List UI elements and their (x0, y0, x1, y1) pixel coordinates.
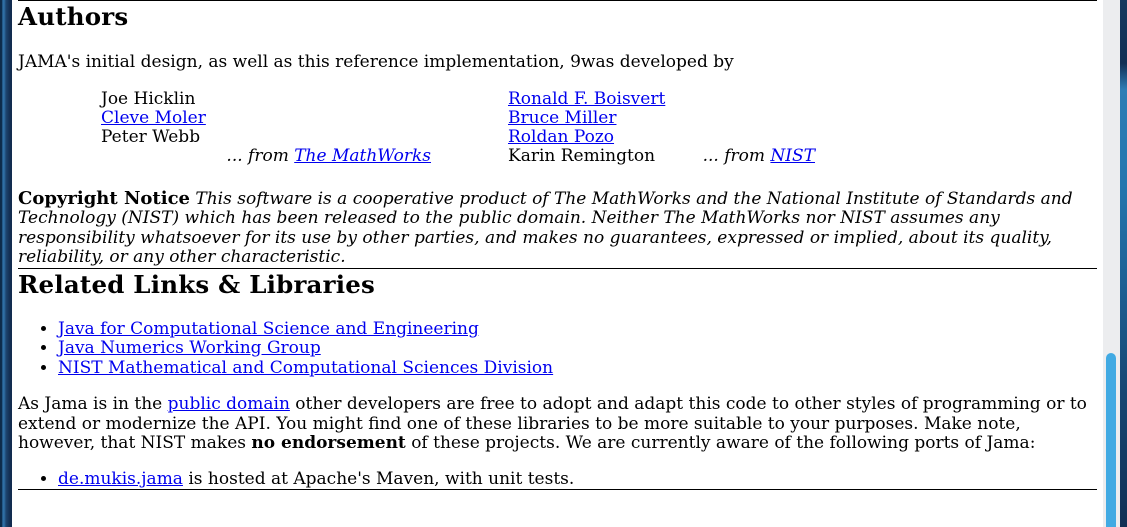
adopt-text: of these projects. We are currently aware of the following ports of Jama: (405, 433, 1036, 454)
adopt-text: As Jama is in the (18, 394, 168, 415)
list-item (58, 359, 1097, 379)
mathworks-attribution (101, 147, 431, 166)
from-prefix: ... from (226, 146, 295, 167)
from-prefix: ... from (702, 146, 771, 167)
author-link-ronald-boisvert[interactable]: Ronald F. Boisvert (508, 88, 666, 109)
scrollbar-thumb[interactable] (1106, 353, 1116, 527)
mathworks-column (101, 90, 431, 167)
authors-table (101, 90, 1097, 167)
adopt-text: other developers are free to adopt and adapt this code to other styles of programming or to extend or modernize the API. You might find one of these libraries to be more suitable to your purposes. Make note, however, that NIST makes (18, 394, 1087, 454)
window-left-edge (0, 0, 12, 527)
author-name: Joe Hicklin (101, 88, 196, 109)
nist-attribution-row (508, 147, 815, 166)
copyright-paragraph (18, 189, 1097, 268)
link-java-computational-science[interactable]: Java for Computational Science and Engineering (58, 318, 479, 339)
related-links-list (18, 320, 1097, 379)
top-divider (18, 0, 1097, 1)
de-mukis-jama-link[interactable]: de.mukis.jama (58, 468, 183, 489)
adopt-paragraph (18, 395, 1097, 454)
author-link-roldan-pozo[interactable]: Roldan Pozo (508, 127, 615, 148)
mathworks-link[interactable]: The MathWorks (294, 146, 431, 167)
authors-intro: JAMA's initial design, as well as this reference implementation, 9was developed by (18, 52, 734, 72)
list-item (58, 339, 1097, 359)
scrollbar-track[interactable] (1103, 0, 1120, 527)
authors-heading: Authors (18, 2, 129, 31)
author-name: Karin Remington (508, 146, 656, 167)
author-link-cleve-moler[interactable]: Cleve Moler (101, 107, 206, 128)
no-endorsement-emphasis: no endorsement (251, 433, 406, 454)
section-divider (18, 268, 1097, 269)
nist-column (508, 90, 815, 167)
list-item (58, 470, 1097, 490)
nist-attribution (703, 147, 815, 166)
ports-list (18, 470, 1097, 490)
copyright-text: This software is a cooperative product of The MathWorks and the National Institute of Standards and Technology (NIST) which has been released to the public domain. Neither The MathWorks nor NIST assumes any responsibility whatsoever for its use by other parties, and makes no guarantees, expressed or implied, about its quality, reliability, or any other characteristic. (18, 188, 1073, 268)
author-name: Peter Webb (101, 127, 201, 148)
page-content (12, 0, 1103, 527)
bottom-divider (18, 489, 1097, 490)
nist-link[interactable]: NIST (770, 146, 815, 167)
author-link-bruce-miller[interactable]: Bruce Miller (508, 107, 617, 128)
list-item (58, 320, 1097, 340)
port-description: is hosted at Apache's Maven, with unit tests. (182, 468, 575, 489)
public-domain-link[interactable]: public domain (167, 394, 290, 415)
copyright-label: Copyright Notice (18, 187, 190, 209)
link-nist-math-division[interactable]: NIST Mathematical and Computational Sciences Division (58, 357, 554, 378)
link-java-numerics-group[interactable]: Java Numerics Working Group (58, 338, 321, 359)
window-right-edge (1120, 0, 1127, 527)
related-links-heading: Related Links & Libraries (18, 269, 376, 299)
